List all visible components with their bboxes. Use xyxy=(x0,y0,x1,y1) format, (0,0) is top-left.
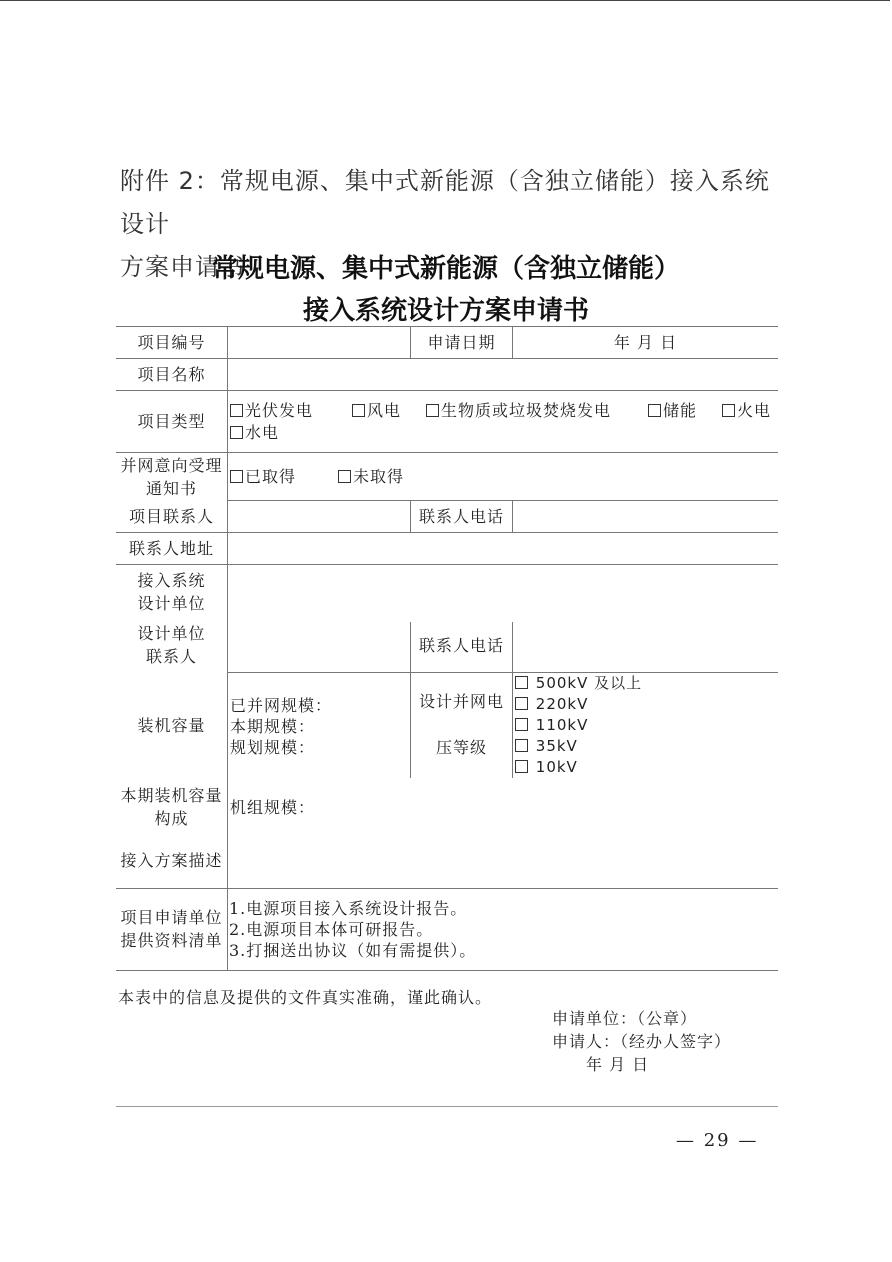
applicant-unit: 申请单位：（公章） xyxy=(552,1009,698,1028)
checkbox-icon xyxy=(352,404,365,417)
materials-item: 2.电源项目本体可研报告。 xyxy=(229,920,434,939)
capacity-fields[interactable] xyxy=(230,695,332,758)
contact-label: 项目联系人 xyxy=(128,507,214,526)
project-no-field[interactable] xyxy=(228,326,410,358)
design-contact-field[interactable] xyxy=(228,622,410,672)
rule xyxy=(116,888,778,889)
composition-label: 本期装机容量 构成 xyxy=(120,786,223,828)
rule xyxy=(116,390,778,391)
application-form xyxy=(116,326,778,972)
design-unit-label: 接入系统 设计单位 xyxy=(137,571,206,613)
checkbox-icon xyxy=(648,404,661,417)
project-type-label: 项目类型 xyxy=(137,412,206,431)
page-number: — 29 — xyxy=(676,1130,759,1151)
capacity-connected: 已并网规模： xyxy=(230,696,333,715)
apply-date-label: 申请日期 xyxy=(427,333,496,352)
column-divider xyxy=(227,888,228,970)
apply-date-field[interactable]: 年 月 日 xyxy=(613,333,678,352)
rule xyxy=(116,452,778,453)
signature-date: 年 月 日 xyxy=(586,1055,650,1074)
rule-top xyxy=(116,326,778,327)
contact-address-label: 联系人地址 xyxy=(128,539,214,558)
type-option-storage[interactable]: 储能 xyxy=(648,400,697,421)
scheme-field[interactable] xyxy=(228,836,778,888)
footer-rule xyxy=(116,1106,778,1107)
voltage-option-35kv[interactable]: 35kV xyxy=(515,736,642,757)
checkbox-icon xyxy=(338,470,351,483)
design-contact-label: 设计单位 联系人 xyxy=(137,624,206,666)
confirmation-statement: 本表中的信息及提供的文件真实准确，谨此确认。 xyxy=(118,988,493,1007)
checkbox-icon xyxy=(515,760,528,773)
column-divider xyxy=(410,672,411,778)
materials-item: 3.打捆送出协议（如有需提供）。 xyxy=(229,941,477,960)
applicant-person: 申请人：（经办人签字） xyxy=(552,1032,732,1051)
voltage-label-1: 设计并网电 xyxy=(418,692,504,711)
project-no-label: 项目编号 xyxy=(137,333,206,352)
checkbox-icon xyxy=(230,470,243,483)
page-top-border xyxy=(0,0,890,1)
checkbox-icon xyxy=(230,426,243,439)
checkbox-icon xyxy=(426,404,439,417)
design-unit-field[interactable] xyxy=(228,565,778,621)
column-divider xyxy=(512,672,513,778)
rule xyxy=(228,672,778,673)
attachment-title-line1: 附件 2：常规电源、集中式新能源（含独立储能）接入系统设计 xyxy=(120,167,770,238)
voltage-option-220kv[interactable]: 220kV xyxy=(515,694,642,715)
contact-field[interactable] xyxy=(228,501,410,532)
checkbox-icon xyxy=(230,404,243,417)
materials-item: 1.电源项目接入系统设计报告。 xyxy=(229,899,468,918)
voltage-options xyxy=(515,673,642,778)
materials-label: 项目申请单位 提供资料清单 xyxy=(120,908,223,950)
scheme-label: 接入方案描述 xyxy=(120,851,223,870)
grid-notice-label: 并网意向受理 通知书 xyxy=(120,456,223,498)
project-name-field[interactable] xyxy=(228,359,778,390)
capacity-label: 装机容量 xyxy=(137,716,206,735)
contact-phone-label: 联系人电话 xyxy=(418,507,504,526)
checkbox-icon xyxy=(515,718,528,731)
voltage-option-110kv[interactable]: 110kV xyxy=(515,715,642,736)
type-option-hydro[interactable]: 水电 xyxy=(230,422,279,443)
capacity-planned: 规划规模： xyxy=(230,738,316,757)
project-name-label: 项目名称 xyxy=(137,365,206,384)
contact-address-field[interactable] xyxy=(228,533,778,564)
capacity-current: 本期规模： xyxy=(230,717,316,736)
materials-list xyxy=(229,898,476,961)
grid-notice-obtained[interactable]: 已取得 xyxy=(230,466,296,487)
checkbox-icon xyxy=(722,404,735,417)
form-title-line2: 接入系统设计方案申请书 xyxy=(302,296,589,326)
design-contact-phone-label: 联系人电话 xyxy=(418,636,504,655)
checkbox-icon xyxy=(515,697,528,710)
type-option-pv[interactable]: 光伏发电 xyxy=(230,400,313,421)
type-option-biomass[interactable]: 生物质或垃圾焚烧发电 xyxy=(426,400,611,421)
type-option-wind[interactable]: 风电 xyxy=(352,400,401,421)
composition-field[interactable]: 机组规模： xyxy=(230,798,316,817)
voltage-option-500kv[interactable]: 500kV 及以上 xyxy=(515,673,642,694)
rule-bottom xyxy=(116,970,778,971)
contact-phone-field[interactable] xyxy=(513,501,778,532)
attachment-title-line2: 方案申请书 xyxy=(120,253,245,281)
voltage-label-2: 压等级 xyxy=(435,738,487,757)
voltage-option-10kv[interactable]: 10kV xyxy=(515,757,642,778)
checkbox-icon xyxy=(515,739,528,752)
grid-notice-not-obtained[interactable]: 未取得 xyxy=(338,466,404,487)
form-title-line1: 常规电源、集中式新能源（含独立储能） xyxy=(211,254,680,284)
checkbox-icon xyxy=(515,676,528,689)
design-contact-phone-field[interactable] xyxy=(513,622,778,672)
type-option-thermal[interactable]: 火电 xyxy=(722,400,771,421)
